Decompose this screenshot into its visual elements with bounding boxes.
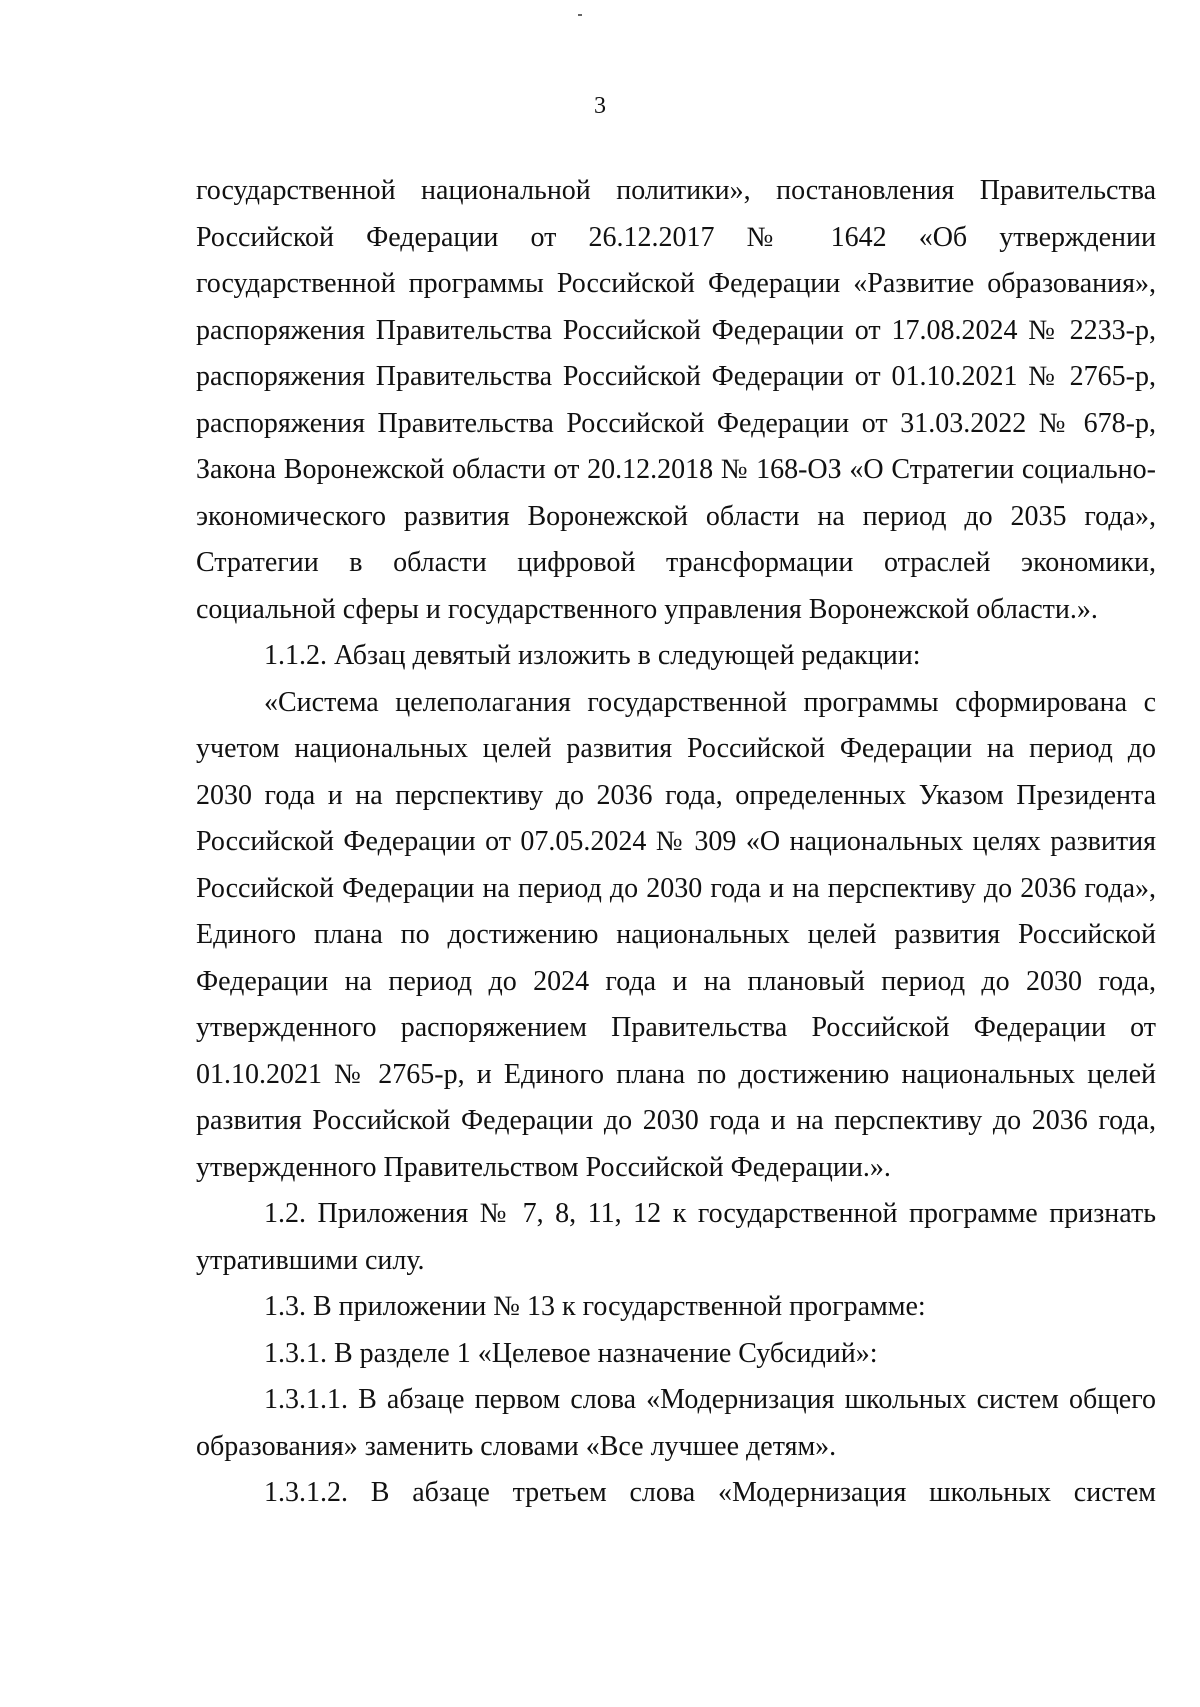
paragraph-1-3-1-2: 1.3.1.2. В абзаце третьем слова «Модернизация школьных систем [264,1477,1156,1508]
paragraph-1-3: 1.3. В приложении № 13 к государственной программе: [264,1291,926,1322]
paragraph-1-1-2: 1.1.2. Абзац девятый изложить в следующей редакции: [264,640,921,671]
document-body [196,168,1156,1517]
scan-artifact [578,14,582,16]
paragraph-1-2: 1.2. Приложения № 7, 8, 11, 12 к государственной программе признать утратившими силу. [196,1198,1156,1276]
paragraph-goal-system: «Система целеполагания государственной программы сформирована с учетом национальных целей развития Российской Федерации на период до 2030 года и на перспективу до 2036 года, определенных Указом Президента Российской Федерации от 07.05.2024 № 309 «О национальных целях развития Российской Федерации на период до 2030 года и на перспективу до 2036 года», Единого плана по достижению национальных целей развития Российской Федерации на период до 2024 года и на плановый период до 2030 года, утвержденного распоряжением Правительства Российской Федерации от 01.10.2021 № 2765-р, и Единого плана по достижению национальных целей развития Российской Федерации до 2030 года и на перспективу до 2036 года, утвержденного Правительством Российской Федерации.». [196,686,1156,1183]
paragraph-1-3-1-1: 1.3.1.1. В абзаце первом слова «Модернизация школьных систем общего образования» заменить словами «Все лучшее детям». [196,1384,1156,1462]
paragraph-1-3-1: 1.3.1. В разделе 1 «Целевое назначение Субсидий»: [264,1337,878,1369]
paragraph-continuation: государственной национальной политики», постановления Правительства Российской Федерации от 26.12.2017 № 1642 «Об утверждении государственной программы Российской Федерации «Развитие образования», распоряжения Правительства Российской Федерации от 17.08.2024 № 2233-р, распоряжения Правительства Российской Федерации от 01.10.2021 № 2765-р, распоряжения Правительства Российской Федерации от 31.03.2022 № 678-р, Закона Воронежской области от 20.12.2018 № 168-ОЗ «О Стратегии социально-экономического развития Воронежской области на период до 2035 года», Стратегии в области цифровой трансформации отраслей экономики, социальной сферы и государственного управления Воронежской области.». [196,175,1156,625]
page-number: 3 [594,93,606,119]
